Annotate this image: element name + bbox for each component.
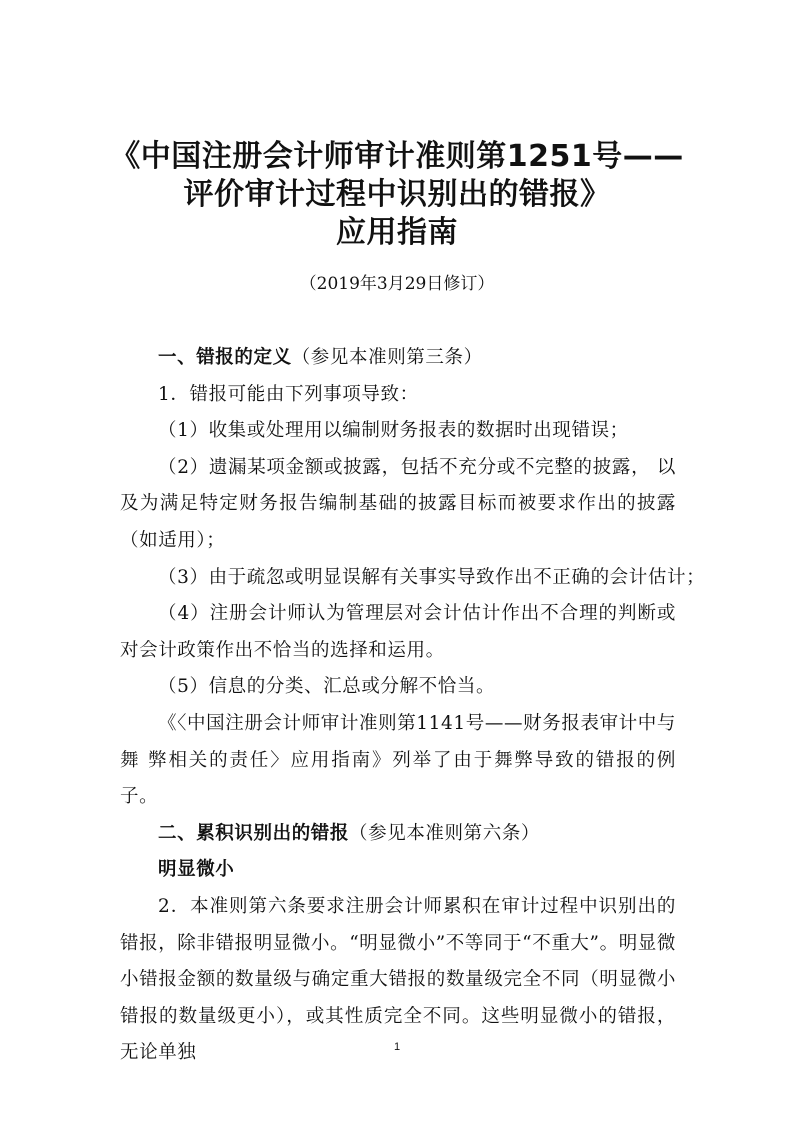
list-item-5: （5）信息的分类、汇总或分解不恰当。 xyxy=(158,676,496,698)
title-line-1: 《中国注册会计师审计准则第1251号—— xyxy=(110,139,684,174)
list-item-4: （4）注册会计师认为管理层对会计估计作出不合理的判断或对会计政策作出不恰当的选择和运用。 xyxy=(120,603,676,661)
title-line-2: 评价审计过程中识别出的错报》 xyxy=(183,177,611,212)
paragraph-1: 1．错报可能由下列事项导致： xyxy=(158,383,419,405)
title-line-3: 应用指南 xyxy=(336,215,458,250)
list-item-2: （2）遗漏某项金额或披露，包括不充分或不完整的披露， 以及为满足特定财务报告编制基础的披露目标而被要求作出的披露（如适用）； xyxy=(120,456,676,551)
paragraph-2: 2．本准则第六条要求注册会计师累积在审计过程中识别出的错报，除非错报明显微小。“明显微小”不等同于“不重大”。明显微小错报金额的数量级与确定重大错报的数量级完全不同（明显微小错报的数量级更小），或其性质完全不同。这些明显微小的错报，无论单独 xyxy=(120,895,676,1064)
section-heading-2 xyxy=(120,816,676,853)
section-heading-1-ref: （参见本准则第三条） xyxy=(291,347,483,368)
document-title xyxy=(0,138,794,252)
section-heading-2-ref: （参见本准则第六条） xyxy=(349,822,541,844)
list-item-1: （1）收集或处理用以编制财务报表的数据时出现错误； xyxy=(158,420,629,442)
page-number: 1 xyxy=(393,1041,401,1053)
revision-date: （2019年3月29日修订） xyxy=(299,274,495,294)
fraud-reference-paragraph: 《〈中国注册会计师审计准则第1141号——财务报表审计中与舞 弊相关的责任〉应用指南》列举了由于舞弊导致的错报的例子。 xyxy=(120,712,676,808)
subheading-clearly-trivial: 明显微小 xyxy=(158,859,235,881)
section-heading-2-title: 二、累积识别出的错报 xyxy=(158,822,350,844)
section-heading-1 xyxy=(120,340,676,377)
document-body xyxy=(120,340,706,1072)
list-item-3: （3）由于疏忽或明显误解有关事实导致作出不正确的会计估计； xyxy=(158,566,706,588)
section-heading-1-title: 一、错报的定义 xyxy=(158,347,292,368)
